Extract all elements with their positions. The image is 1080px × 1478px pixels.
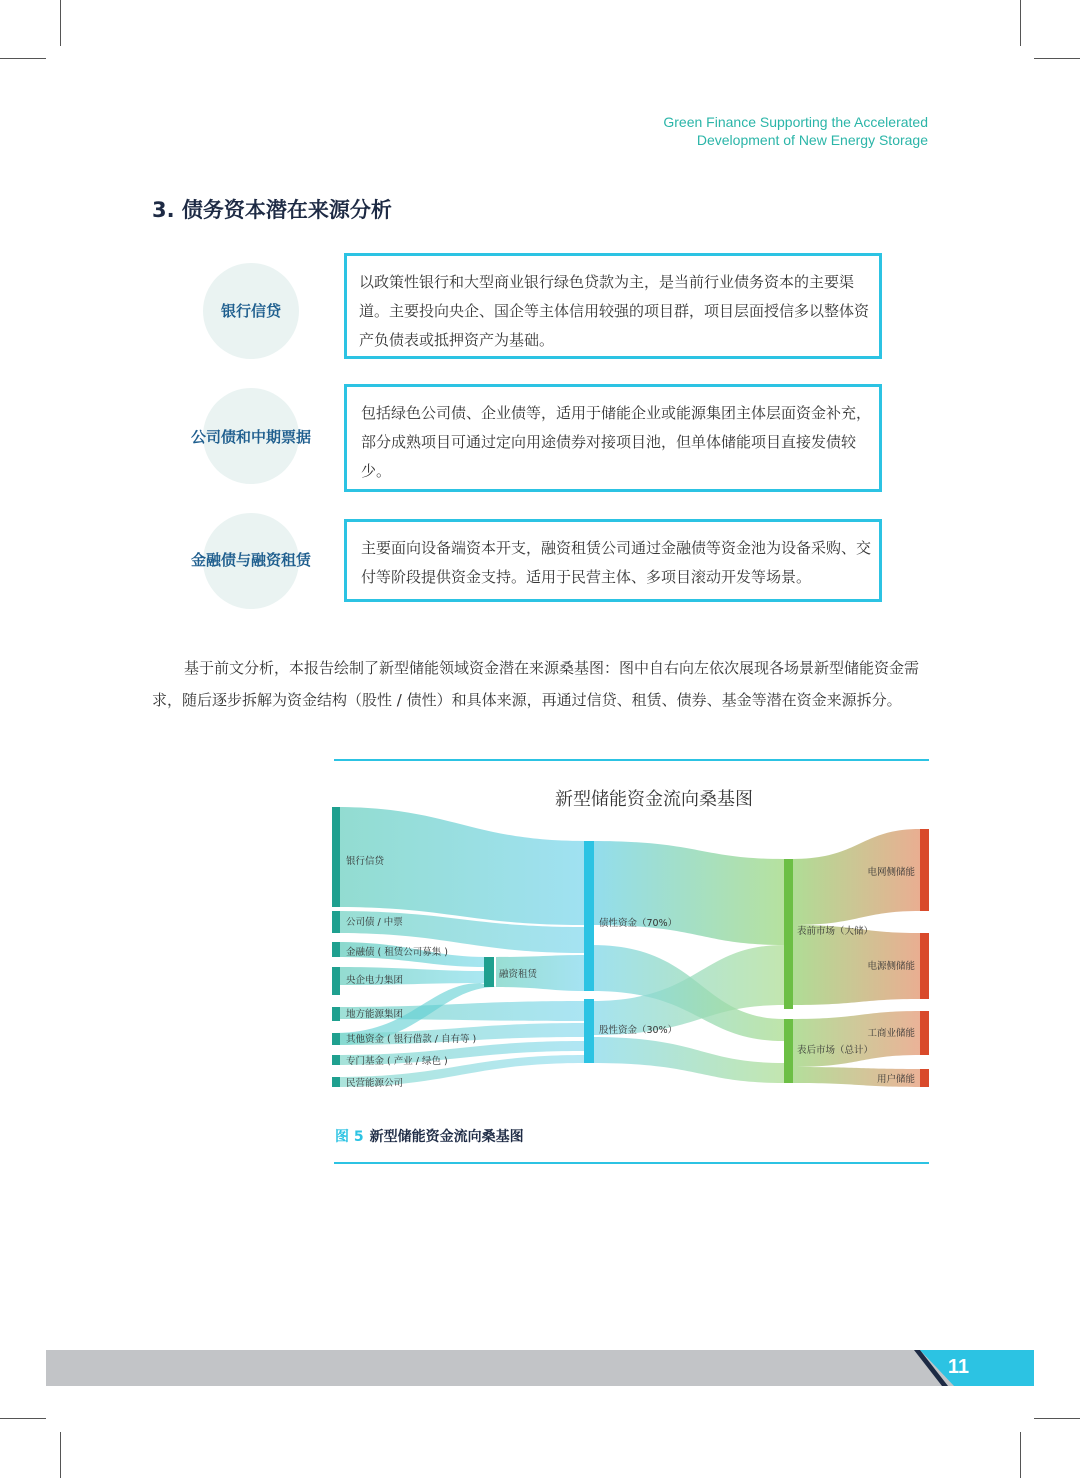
running-header-line1: Green Finance Supporting the Accelerated — [663, 114, 928, 130]
label-corp-bonds: 公司债 / 中票 — [346, 917, 403, 928]
label-front-of-meter: 表前市场（大储） — [797, 926, 874, 937]
node-corp-bonds — [332, 911, 340, 933]
sankey-chart — [320, 805, 940, 1105]
section-title: 3. 债务资本潜在来源分析 — [152, 198, 392, 222]
flow-behind-to-commercial — [792, 1011, 920, 1067]
node-source-side — [920, 933, 929, 999]
figure-top-rule — [334, 759, 929, 761]
label-commercial: 工商业储能 — [867, 1028, 915, 1039]
page-number: 11 — [948, 1356, 970, 1378]
figure-caption-text: 新型储能资金流向桑基图 — [369, 1129, 524, 1145]
label-equity-capital: 股性资金（30%） — [599, 1025, 678, 1036]
node-bank-credit — [332, 807, 340, 907]
node-front-of-meter — [784, 859, 793, 1009]
node-fin-bonds — [332, 942, 340, 957]
category-label-financial-bonds-leasing: 金融债与融资租赁 — [190, 551, 311, 569]
node-private-energy — [332, 1077, 340, 1087]
label-local-energy: 地方能源集团 — [346, 1009, 404, 1020]
crop-mark — [0, 58, 46, 59]
node-special-fund — [332, 1055, 340, 1065]
node-central-soe — [332, 967, 340, 995]
crop-mark — [1020, 1432, 1021, 1478]
category-description-box: 包括绿色公司债、企业债等，适用于储能企业或能源集团主体层面资金补充，部分成熟项目可通过定向用途债券对接项目池，但单体储能项目直接发债较少。 — [344, 384, 882, 492]
figure-bottom-rule — [334, 1162, 929, 1164]
label-other-funds: 其他资金 ( 银行借款 / 自有等 ) — [346, 1034, 477, 1045]
crop-mark — [1020, 0, 1021, 46]
footer-bar — [46, 1350, 976, 1386]
figure-caption — [335, 1126, 524, 1146]
running-header — [663, 113, 928, 149]
label-behind-the-meter: 表后市场（总计） — [797, 1045, 874, 1056]
node-commercial — [920, 1011, 929, 1055]
body-paragraph: 基于前文分析，本报告绘制了新型储能领域资金潜在来源桑基图：图中自右向左依次展现各场景新型储能资金需求，随后逐步拆解为资金结构（股性 / 债性）和具体来源，再通过信贷、租赁、债券、基金等潜在资金来源拆分。 — [152, 659, 920, 709]
crop-mark — [0, 1418, 46, 1419]
label-central-soe: 央企电力集团 — [346, 975, 404, 986]
figure-number: 图 5 — [335, 1129, 364, 1145]
flow-equity-to-behind-meter — [592, 1037, 784, 1083]
crop-mark — [1034, 1418, 1080, 1419]
node-financial-leasing — [484, 957, 494, 987]
node-other-funds — [332, 1033, 340, 1045]
running-header-line2: Development of New Energy Storage — [696, 132, 928, 148]
label-user-side: 用户储能 — [876, 1074, 915, 1085]
label-fin-bonds: 金融债 ( 租赁公司募集 ) — [346, 947, 448, 958]
category-label-bank-credit: 银行信贷 — [220, 302, 281, 320]
node-user-side — [920, 1069, 929, 1087]
label-private-energy: 民营能源公司 — [346, 1078, 404, 1089]
node-equity-capital — [584, 999, 594, 1063]
flow-debt-to-front-of-meter — [592, 841, 784, 945]
label-grid-side: 电网侧储能 — [867, 867, 915, 878]
label-debt-capital: 债性资金（70%） — [599, 918, 678, 929]
label-special-fund: 专门基金 ( 产业 / 绿色 ) — [346, 1056, 448, 1067]
node-local-energy — [332, 1007, 340, 1021]
label-source-side: 电源侧储能 — [867, 961, 915, 972]
node-debt-capital — [584, 841, 594, 991]
category-description-box: 主要面向设备端资本开支，融资租赁公司通过金融债等资金池为设备采购、交付等阶段提供资金支持。适用于民营主体、多项目滚动开发等场景。 — [344, 519, 882, 602]
category-description-box: 以政策性银行和大型商业银行绿色贷款为主，是当前行业债务资本的主要渠道。主要投向央企、国企等主体信用较强的项目群，项目层面授信多以整体资产负债表或抵押资产为基础。 — [344, 253, 882, 359]
chart-title: 新型储能资金流向桑基图 — [555, 789, 753, 810]
category-label-corporate-bonds: 公司债和中期票据 — [190, 428, 311, 446]
crop-mark — [60, 1432, 61, 1478]
label-bank-credit: 银行信贷 — [346, 856, 385, 867]
node-behind-the-meter — [784, 1019, 793, 1083]
label-financial-leasing: 融资租赁 — [499, 969, 538, 980]
crop-mark — [60, 0, 61, 46]
node-grid-side — [920, 829, 929, 911]
crop-mark — [1034, 58, 1080, 59]
